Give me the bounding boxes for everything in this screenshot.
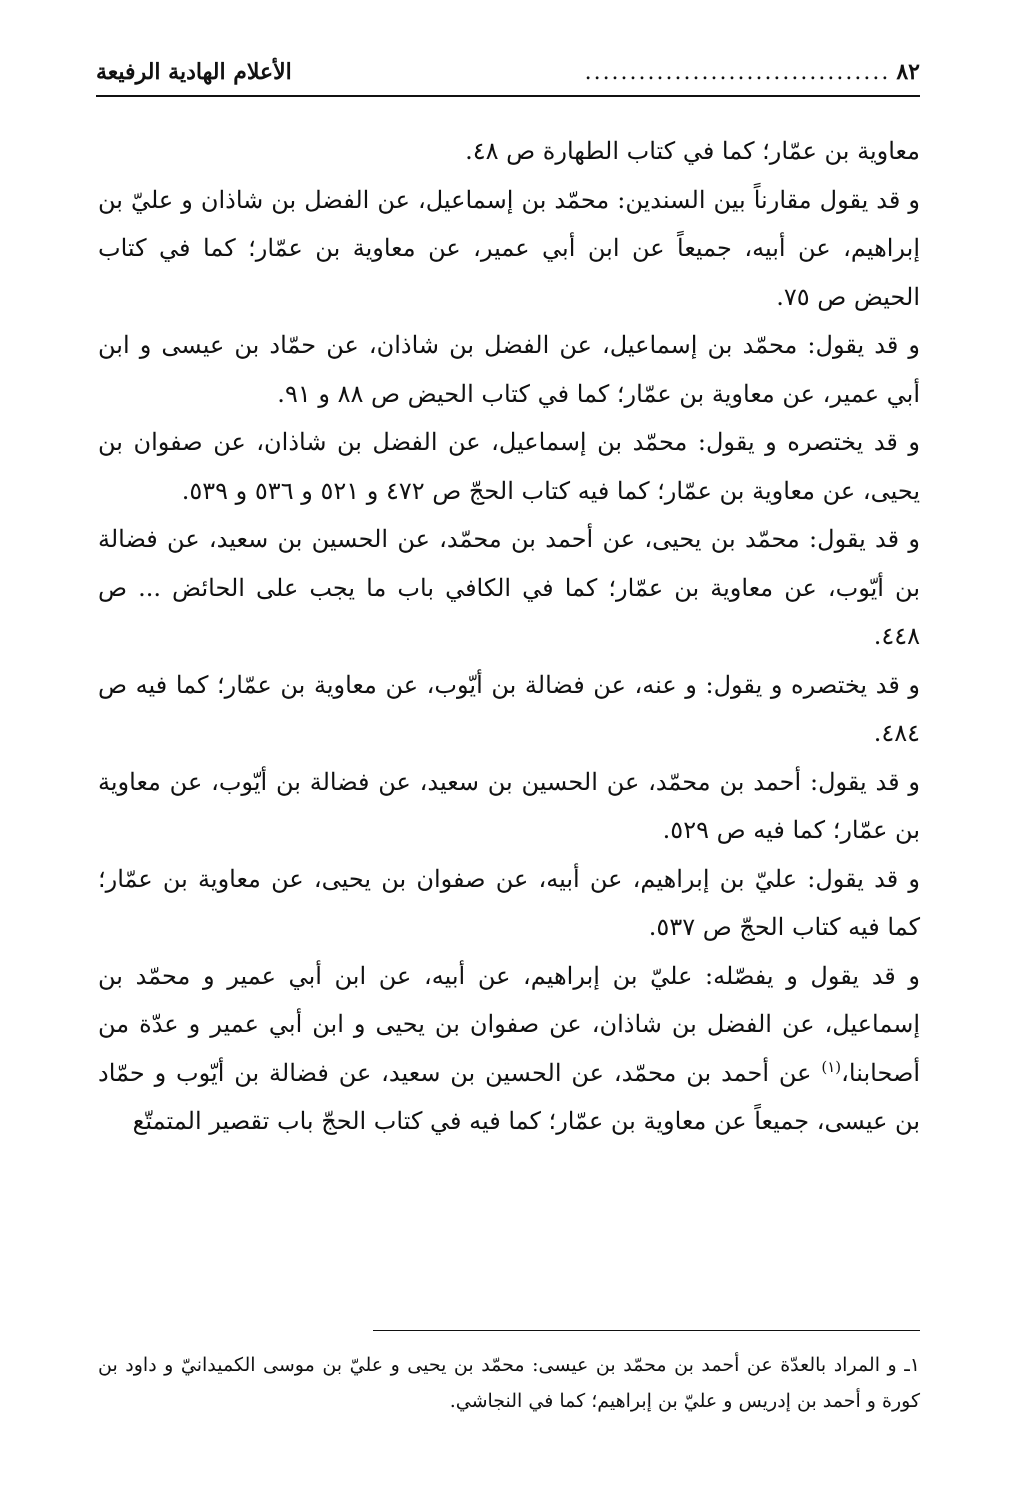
paragraph: و قد يقول: محمّد بن إسماعيل، عن الفضل بن شاذان، عن حمّاد بن عيسى و ابن أبي عمير، عن معاوية بن عمّار؛ كما في كتاب الحيض ص ٨٨ و ٩١. (98, 331, 920, 408)
header-leader-dots: .................................. (584, 59, 891, 85)
footnote-reference: (١) (821, 1057, 842, 1076)
paragraph: معاوية بن عمّار؛ كما في كتاب الطهارة ص ٤٨. (465, 137, 920, 165)
page-header (96, 52, 920, 92)
paragraph: و قد يقول: عليّ بن إبراهيم، عن أبيه، عن صفوان بن يحيى، عن معاوية بن عمّار؛ كما فيه كتاب الحجّ ص ٥٣٧. (98, 864, 920, 941)
footnote (98, 1347, 920, 1419)
paragraph-with-footnote (98, 952, 920, 1146)
footnote-separator (373, 1330, 920, 1331)
paragraph: و قد يقول مقارناً بين السندين: محمّد بن إسماعيل، عن الفضل بن شاذان و عليّ بن إبراهيم، عن أبيه، جميعاً عن ابن أبي عمير، عن معاوية بن عمّار؛ كما في كتاب الحيض ص ٧٥. (98, 185, 920, 311)
running-title: الأعلام الهادية الرفيعة (96, 59, 292, 85)
paragraph: و قد يقول: أحمد بن محمّد، عن الحسين بن سعيد، عن فضالة بن أيّوب، عن معاوية بن عمّار؛ كما فيه ص ٥٢٩. (98, 767, 920, 844)
paragraph: و قد يختصره و يقول: و عنه، عن فضالة بن أيّوب، عن معاوية بن عمّار؛ كما فيه ص ٤٨٤. (98, 670, 920, 747)
paragraph: و قد يختصره و يقول: محمّد بن إسماعيل، عن الفضل بن شاذان، عن صفوان بن يحيى، عن معاوية بن عمّار؛ كما فيه كتاب الحجّ ص ٤٧٢ و ٥٢١ و ٥٣٦ و ٥٣٩. (98, 428, 920, 505)
main-text (98, 127, 920, 1146)
paragraph: و قد يقول: محمّد بن يحيى، عن أحمد بن محمّد، عن الحسين بن سعيد، عن فضالة بن أيّوب، عن معاوية بن عمّار؛ كما في الكافي باب ما يجب على الحائض ... ص ٤٤٨. (98, 525, 920, 650)
paragraph-text-before-note: و قد يقول و يفصّله: عليّ بن إبراهيم، عن أبيه، عن ابن أبي عمير و محمّد بن إسماعيل، عن الفضل بن شاذان، عن صفوان بن يحيى و ابن أبي عمير و عدّة من أصحابنا، (98, 961, 920, 1087)
footnote-text: ١ـ و المراد بالعدّة عن أحمد بن محمّد بن عيسى: محمّد بن يحيى و عليّ بن موسى الكميدانيّ و داود بن كورة و أحمد بن إدريس و عليّ بن إبراهيم؛ كما في النجاشي. (98, 1354, 920, 1412)
paragraph-text-after-note: عن أحمد بن محمّد، عن الحسين بن سعيد، عن فضالة بن أيّوب و حمّاد بن عيسى، جميعاً عن معاوية بن عمّار؛ كما فيه في كتاب الحجّ باب تقصير المتمتّع (98, 1058, 920, 1135)
page-number: ٨٢ (896, 59, 920, 85)
header-rule (96, 95, 920, 97)
